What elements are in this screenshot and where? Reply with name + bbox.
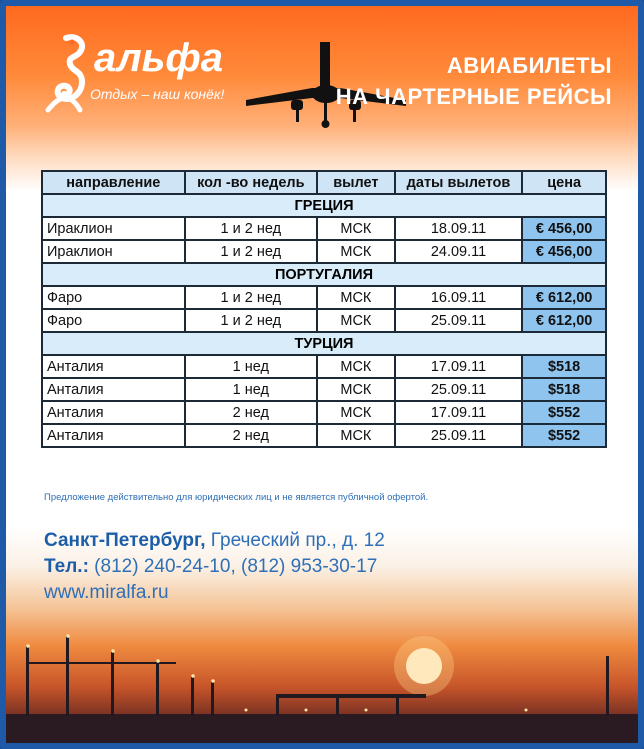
- departure-cell: МСК: [317, 355, 395, 378]
- date-cell: 16.09.11: [395, 286, 522, 309]
- destination-cell: Анталия: [42, 424, 185, 447]
- table-row: [42, 240, 606, 263]
- sunset-airfield-scene: [6, 606, 638, 749]
- column-header: вылет: [317, 171, 395, 194]
- address-line: [44, 528, 385, 554]
- weeks-cell: 1 нед: [185, 355, 317, 378]
- table-row: [42, 309, 606, 332]
- departure-cell: МСК: [317, 286, 395, 309]
- departure-cell: МСК: [317, 240, 395, 263]
- price-cell: € 456,00: [522, 240, 606, 263]
- group-row: [42, 194, 606, 217]
- price-cell: $518: [522, 378, 606, 401]
- destination-cell: Ираклион: [42, 240, 185, 263]
- column-header: даты вылетов: [395, 171, 522, 194]
- weeks-cell: 2 нед: [185, 401, 317, 424]
- phone-numbers: (812) 240-24-10, (812) 953-30-17: [88, 556, 378, 577]
- weeks-cell: 2 нед: [185, 424, 317, 447]
- phone-line: [44, 554, 385, 580]
- group-name: ПОРТУГАЛИЯ: [42, 263, 606, 286]
- offer-notice: Предложение действительно для юридических лиц и не является публичной офертой.: [44, 492, 429, 503]
- departure-cell: МСК: [317, 401, 395, 424]
- price-cell: $518: [522, 355, 606, 378]
- date-cell: 24.09.11: [395, 240, 522, 263]
- street-address: Греческий пр., д. 12: [205, 530, 385, 551]
- table-header-row: [42, 171, 606, 194]
- column-header: направление: [42, 171, 185, 194]
- weeks-cell: 1 и 2 нед: [185, 286, 317, 309]
- group-name: ГРЕЦИЯ: [42, 194, 606, 217]
- price-cell: $552: [522, 424, 606, 447]
- table-row: [42, 401, 606, 424]
- destination-cell: Фаро: [42, 309, 185, 332]
- page-title: [336, 50, 612, 112]
- date-cell: 25.09.11: [395, 309, 522, 332]
- date-cell: 25.09.11: [395, 424, 522, 447]
- destination-cell: Анталия: [42, 378, 185, 401]
- title-line-2: НА ЧАРТЕРНЫЕ РЕЙСЫ: [335, 84, 612, 109]
- departure-cell: МСК: [317, 424, 395, 447]
- departure-cell: МСК: [317, 378, 395, 401]
- destination-cell: Анталия: [42, 355, 185, 378]
- destination-cell: Фаро: [42, 286, 185, 309]
- phone-label: Тел.:: [44, 556, 89, 577]
- weeks-cell: 1 нед: [185, 378, 317, 401]
- departure-cell: МСК: [317, 217, 395, 240]
- date-cell: 17.09.11: [395, 401, 522, 424]
- brand-slogan: Отдых – наш конёк!: [90, 86, 225, 102]
- price-cell: € 612,00: [522, 286, 606, 309]
- table-row: [42, 424, 606, 447]
- departure-cell: МСК: [317, 309, 395, 332]
- price-cell: $552: [522, 401, 606, 424]
- price-cell: € 612,00: [522, 309, 606, 332]
- date-cell: 18.09.11: [395, 217, 522, 240]
- table-row: [42, 355, 606, 378]
- destination-cell: Ираклион: [42, 217, 185, 240]
- brand-name: альфа: [94, 36, 224, 80]
- group-row: [42, 332, 606, 355]
- date-cell: 25.09.11: [395, 378, 522, 401]
- fares-table: [41, 170, 607, 448]
- weeks-cell: 1 и 2 нед: [185, 309, 317, 332]
- contact-block: [44, 528, 385, 606]
- column-header: цена: [522, 171, 606, 194]
- table-row: [42, 378, 606, 401]
- table-row: [42, 286, 606, 309]
- destination-cell: Анталия: [42, 401, 185, 424]
- weeks-cell: 1 и 2 нед: [185, 240, 317, 263]
- city: Санкт-Петербург,: [44, 530, 206, 551]
- date-cell: 17.09.11: [395, 355, 522, 378]
- group-row: [42, 263, 606, 286]
- column-header: кол -во недель: [185, 171, 317, 194]
- website-link[interactable]: www.miralfa.ru: [44, 582, 169, 603]
- price-cell: € 456,00: [522, 217, 606, 240]
- group-name: ТУРЦИЯ: [42, 332, 606, 355]
- weeks-cell: 1 и 2 нед: [185, 217, 317, 240]
- table-row: [42, 217, 606, 240]
- title-line-1: АВИАБИЛЕТЫ: [446, 53, 612, 78]
